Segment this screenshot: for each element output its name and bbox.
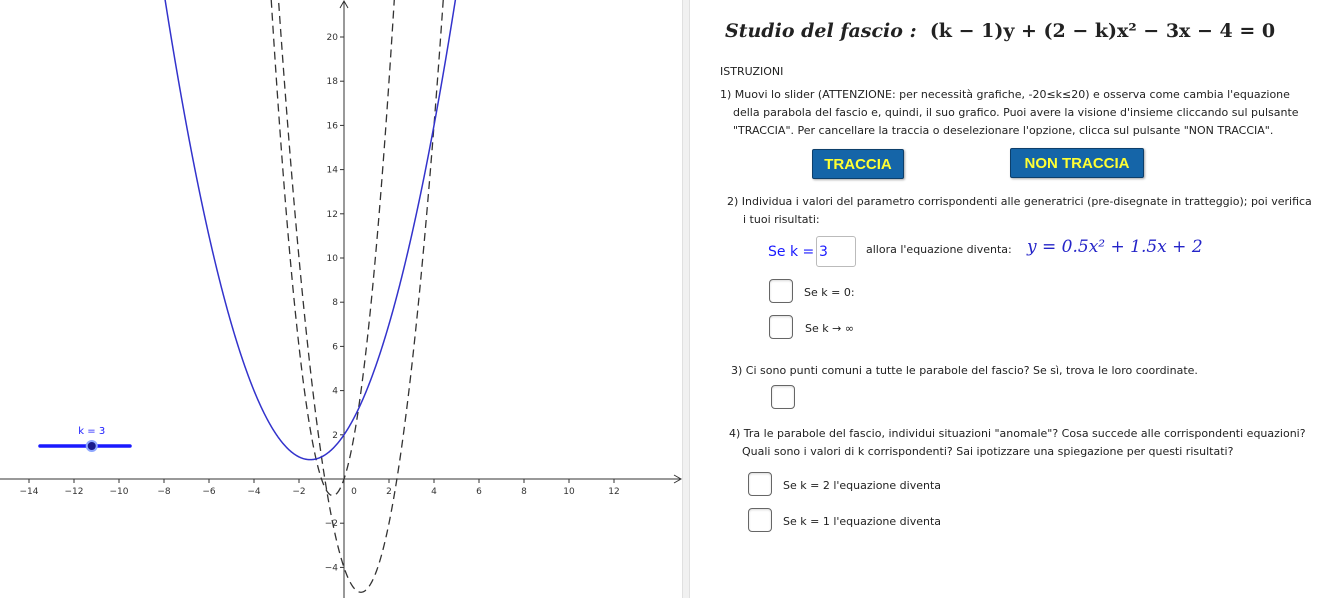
x-tick-label: −8 bbox=[157, 487, 171, 497]
traccia-button[interactable]: TRACCIA bbox=[812, 149, 904, 179]
x-tick-label: −4 bbox=[247, 487, 261, 497]
k-slider[interactable] bbox=[40, 426, 130, 451]
y-tick-label: 4 bbox=[332, 386, 338, 397]
allora-label: allora l'equazione diventa: bbox=[866, 243, 1012, 256]
step1-line3: "TRACCIA". Per cancellare la traccia o deselezionare l'opzione, clicca sul pulsante "NON TRACCIA". bbox=[733, 124, 1274, 137]
y-tick-label: 6 bbox=[332, 342, 338, 353]
checkbox-common-points[interactable] bbox=[771, 385, 795, 409]
y-tick-label: −4 bbox=[324, 563, 338, 574]
step1-line2: della parabola del fascio e, quindi, il suo grafico. Puoi avere la visione d'insieme cliccando sul pulsante bbox=[733, 106, 1299, 119]
checkbox-k0[interactable] bbox=[769, 279, 793, 303]
parabola-k-current bbox=[159, 0, 461, 460]
step4-line2: Quali sono i valori di k corrispondenti? Sai ipotizzare una spiegazione per questi risultati? bbox=[742, 445, 1234, 458]
curves bbox=[159, 0, 461, 592]
step2-line2: i tuoi risultati: bbox=[743, 213, 820, 226]
check-k2-label: Se k = 2 l'equazione diventa bbox=[783, 479, 942, 492]
x-tick-label: −10 bbox=[109, 487, 129, 497]
non-traccia-button[interactable]: NON TRACCIA bbox=[1010, 148, 1144, 178]
x-tick-label: −2 bbox=[292, 487, 306, 497]
se-k-label: Se k = bbox=[768, 244, 815, 260]
x-tick-label: −12 bbox=[64, 487, 84, 497]
check-k0-label: Se k = 0: bbox=[804, 286, 855, 299]
y-tick-label: 2 bbox=[332, 430, 338, 441]
page-title bbox=[725, 20, 1275, 42]
checkbox-kinf[interactable] bbox=[769, 315, 793, 339]
step1-line1: 1) Muovi lo slider (ATTENZIONE: per necessità grafiche, -20≤k≤20) e osserva come cambia l'equazione bbox=[720, 88, 1290, 101]
y-tick-label: −2 bbox=[324, 519, 338, 530]
equation-result: y = 0.5x² + 1.5x + 2 bbox=[1027, 237, 1203, 257]
x-tick-label: 4 bbox=[431, 487, 437, 497]
k-input[interactable]: 3 bbox=[816, 236, 856, 267]
panel-divider[interactable] bbox=[682, 0, 690, 598]
x-tick-label: 12 bbox=[608, 487, 620, 497]
instructions-heading: ISTRUZIONI bbox=[720, 65, 784, 78]
y-tick-label: 12 bbox=[326, 209, 338, 220]
tick-labels bbox=[0, 33, 620, 573]
x-tick-label: 0 bbox=[351, 487, 357, 497]
y-tick-label: 20 bbox=[326, 33, 338, 43]
step2-line1: 2) Individua i valori del parametro corrispondenti alle generatrici (pre-disegnate in tratteggio); poi verifica bbox=[727, 195, 1312, 208]
step3-text: 3) Ci sono punti comuni a tutte le parabole del fascio? Se sì, trova le loro coordinate. bbox=[731, 364, 1198, 377]
x-tick-label: 8 bbox=[521, 487, 527, 497]
title-equation: (k − 1)y + (2 − k)x² − 3x − 4 = 0 bbox=[929, 20, 1276, 42]
slider-label: k = 3 bbox=[78, 426, 106, 437]
step4-line1: 4) Tra le parabole del fascio, individui situazioni "anomale"? Cosa succede alle corrispondenti equazioni? bbox=[729, 427, 1306, 440]
x-tick-label: 2 bbox=[386, 487, 392, 497]
x-tick-label: −14 bbox=[19, 487, 39, 497]
generatrix-dashed-1 bbox=[276, 0, 446, 592]
y-tick-label: 14 bbox=[326, 165, 338, 176]
axes bbox=[0, 1, 681, 598]
title-word: Studio del fascio : bbox=[725, 20, 917, 42]
x-tick-label: −6 bbox=[202, 487, 216, 497]
checkbox-k1[interactable] bbox=[748, 508, 772, 532]
y-tick-label: 8 bbox=[332, 298, 338, 309]
generatrix-dashed-2 bbox=[269, 0, 397, 496]
slider-knob[interactable] bbox=[87, 441, 97, 451]
check-kinf-label: Se k → ∞ bbox=[805, 322, 854, 335]
checkbox-k2[interactable] bbox=[748, 472, 772, 496]
x-tick-label: 6 bbox=[476, 487, 482, 497]
instructions-panel bbox=[690, 0, 1334, 598]
y-tick-label: 18 bbox=[326, 77, 338, 88]
x-tick-label: 10 bbox=[563, 487, 575, 497]
check-k1-label: Se k = 1 l'equazione diventa bbox=[783, 515, 942, 528]
y-tick-label: 10 bbox=[326, 254, 338, 264]
y-tick-label: 16 bbox=[326, 121, 338, 132]
